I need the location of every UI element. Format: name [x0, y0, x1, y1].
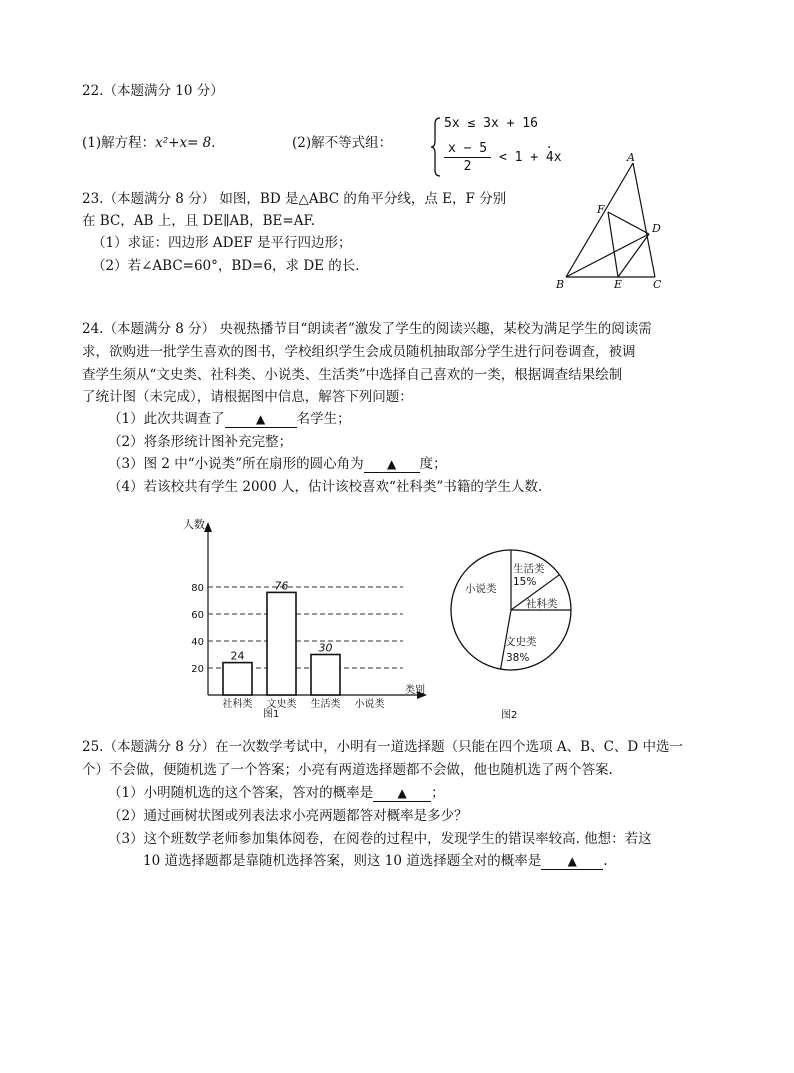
q25-item-3-line-2	[143, 850, 608, 872]
segment-de	[618, 234, 649, 277]
pie-slice-label-生活类: 生活类	[513, 563, 545, 575]
q22-fraction	[444, 140, 491, 175]
q24-item-1-suffix: 名学生；	[296, 411, 351, 427]
q24-line-4: 了统计图（未完成），请根据图中信息，解答下列问题：	[82, 389, 413, 405]
q22-fraction-numerator: x − 5	[444, 140, 491, 158]
q24-item-1-text: （1）此次共调查了	[108, 411, 225, 427]
q24-answer-blank-3: ▲	[364, 457, 420, 473]
q25-answer-blank-3: ▲	[541, 854, 603, 870]
bar-生活类	[311, 655, 340, 696]
system-brace-icon	[430, 116, 442, 178]
q25-item-3-text: 10 道选择题都是靠随机选择答案，则这 10 道选择题全对的概率是	[143, 853, 542, 869]
q22-part1-equation: x²+x= 8.	[155, 135, 216, 151]
q25-item-3-line-1: （3）这个班数学老师参加集体阅卷，在阅卷的过程中，发现学生的错误率较高. 他想：若这	[108, 831, 652, 847]
pie-slice-label-社科类: 社科类	[526, 598, 558, 610]
figure-2-caption: 图2	[501, 710, 518, 721]
point-c-label: C	[653, 278, 662, 291]
bar-value-label-社科类: 24	[230, 649, 245, 663]
q25-answer-blank-1: ▲	[373, 786, 431, 802]
q22-inequality-2	[444, 140, 562, 175]
pie-slice-percent-文史类: 38%	[506, 652, 530, 664]
q22-inequality-1: 5x ≤ 3x + 16	[444, 116, 538, 131]
point-f-label: F	[597, 203, 605, 216]
bar-chart-figure-1	[175, 512, 440, 724]
q23-item-1: （1）求证：四边形 ADEF 是平行四边形；	[92, 235, 352, 251]
q25-line-2: 个）不会做，便随机选了一个答案；小亮有两道选择题都不会做，他也随机选了两个答案.	[82, 762, 613, 778]
q25-item-3-suffix: .	[603, 853, 608, 869]
bar-value-label-生活类: 30	[318, 641, 333, 655]
q24-line-2: 求，欲购进一批学生喜欢的图书，学校组织学生会成员随机抽取部分学生进行问卷调查，被调	[82, 344, 636, 360]
y-tick-label-60: 60	[191, 610, 204, 621]
q24-item-2: （2）将条形统计图补充完整；	[108, 434, 293, 450]
q25-item-1-text: （1）小明随机选的这个答案，答对的概率是	[108, 785, 374, 801]
bar-value-label-文史类: 76	[274, 579, 289, 593]
y-tick-label-80: 80	[191, 583, 204, 594]
bar-社科类	[223, 663, 252, 695]
q22-end-dot: .	[547, 136, 552, 152]
x-tick-label-小说类: 小说类	[354, 699, 385, 710]
bar-文史类	[267, 592, 296, 695]
q22-inequality-2-rhs: < 1 + 4x	[498, 150, 562, 165]
point-e-label: E	[614, 278, 623, 291]
q25-item-1-suffix: ；	[431, 785, 445, 801]
q24-item-3-suffix: 度；	[419, 456, 447, 472]
q24-line-3: 查学生须从“文史类、社科类、小说类、生活类”中选择自己喜欢的一类，根据调查结果绘制	[82, 367, 623, 383]
segment-ac	[633, 163, 655, 277]
pie-slice-label-文史类: 文史类	[505, 636, 537, 648]
q22-part2-label: (2)解不等式组：	[292, 135, 393, 151]
y-axis-arrow-icon	[204, 522, 212, 532]
q24-item-4: （4）若该校共有学生 2000 人，估计该校喜欢“社科类”书籍的学生人数.	[108, 479, 543, 495]
figure-1-caption: 图1	[263, 709, 280, 720]
pie-slice-percent-生活类: 15%	[513, 576, 537, 588]
point-b-label: B	[556, 278, 565, 291]
q23-line-1: 23.（本题满分 8 分） 如图，BD 是△ABC 的角平分线，点 E，F 分别	[82, 191, 507, 207]
segment-ef	[608, 212, 618, 277]
q23-item-2: （2）若∠ABC=60°，BD=6，求 DE 的长.	[92, 258, 360, 274]
x-tick-label-社科类: 社科类	[222, 699, 253, 710]
q24-answer-blank-1: ▲	[225, 412, 297, 428]
q23-line-2: 在 BC，AB 上，且 DE∥AB，BE=AF.	[82, 213, 316, 229]
q24-line-1: 24.（本题满分 8 分） 央视热播节目“朗读者”激发了学生的阅读兴趣，某校为满足学生的阅读需	[82, 321, 652, 337]
y-axis-label: 人数	[183, 518, 205, 531]
x-tick-label-生活类: 生活类	[310, 699, 341, 710]
point-a-label: A	[627, 151, 635, 164]
x-tick-label-文史类: 文史类	[266, 699, 297, 710]
q24-item-3-text: （3）图 2 中“小说类”所在扇形的圆心角为	[108, 456, 364, 472]
pie-slice-label-小说类: 小说类	[465, 583, 497, 595]
q25-line-1: 25.（本题满分 8 分）在一次数学考试中，小明有一道选择题（只能在四个选项 A、B、C、D 中选一	[82, 739, 684, 755]
point-d-label: D	[652, 222, 661, 235]
q24-item-3	[108, 453, 447, 475]
q23-triangle-figure	[550, 150, 680, 292]
q22-fraction-denominator: 2	[463, 159, 472, 174]
q25-item-1	[108, 782, 445, 804]
x-axis-label: 类别	[405, 685, 425, 696]
q22-header: 22.（本题满分 10 分）	[82, 83, 224, 99]
q22-part1	[82, 132, 216, 154]
pie-chart-figure-2	[445, 545, 595, 722]
q22-part1-label: (1)解方程：	[82, 135, 156, 151]
q25-item-2: （2）通过画树状图或列表法求小亮两题都答对概率是多少？	[108, 808, 468, 824]
y-tick-label-20: 20	[191, 664, 204, 675]
q24-item-1	[108, 408, 351, 430]
y-tick-label-40: 40	[191, 637, 204, 648]
